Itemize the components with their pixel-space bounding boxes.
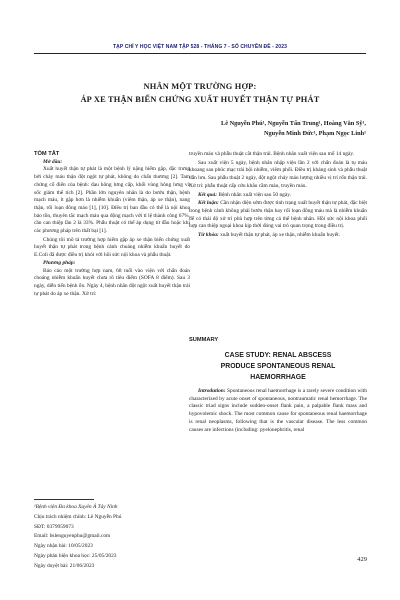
english-abstract [189, 388, 367, 434]
conclusion-text: Cần nhận diện sớm được tình trạng xuất huyết thận tự phát, đặc biệt trong bệnh cảnh không phải bướu thận hay rối loạn đông máu mà là nhiễm khuẩn để có thái độ xử trí phù hợp trên từng cá thể bệnh nhân. Hồi sức nội khoa phối hợp can thiệp ngoại khoa kịp thời đóng vai trò quan trọng trong điều trị. [189, 200, 367, 230]
result-paragraph [189, 192, 367, 200]
result-text: Bệnh nhân xuất viện sau 50 ngày. [218, 191, 291, 198]
english-title-line-2: PRODUCE SPONTANEOUS RENAL [220, 363, 336, 370]
article-title-line-1: NHÂN MỘT TRƯỜNG HỢP: [143, 82, 257, 91]
left-column [34, 151, 190, 298]
conclusion-paragraph [189, 200, 367, 231]
article-title-line-2: ÁP XE THẬN BIẾN CHỨNG XUẤT HUYẾT THẬN TỰ PHÁT [80, 95, 320, 104]
summary-heading: SUMMARY [189, 337, 219, 343]
authors-line-2: Nguyễn Minh Đức¹, Phạm Ngọc Linh¹ [263, 130, 366, 137]
purpose-label: Mở đầu: [43, 158, 63, 165]
authors-line-1: Lê Nguyễn Phú¹, Nguyễn Tấn Trung¹, Hoàng Văn Sỹ¹, [221, 120, 366, 127]
english-title-line-3: HAEMORRHAGE [250, 374, 306, 381]
right-column [189, 151, 367, 240]
footnote-reviewed: Ngày phản biện khoa học: 25/05/2023 [34, 552, 117, 559]
result-label: Kết quả: [198, 191, 218, 198]
footnote-received: Ngày nhận bài: 10/05/2023 [34, 543, 93, 550]
footnote-phone: SĐT: 0379959073 [34, 523, 74, 530]
intro-paragraph [189, 388, 367, 434]
footnote-rule [34, 499, 94, 500]
keywords-label: Từ khóa: [198, 232, 219, 239]
conclusion-label: Kết luận: [198, 200, 219, 207]
keywords-paragraph [189, 232, 367, 240]
footnote-accepted: Ngày duyệt bài: 21/06/2023 [34, 562, 95, 569]
running-head: TẠP CHÍ Y HỌC VIỆT NAM TẬP 528 - THÁNG 7 - SỐ CHUYÊN ĐỀ - 2023 [113, 44, 287, 50]
footnote-affiliation: ¹Bệnh viện Đa khoa Xuyên Á Tây Ninh [34, 504, 118, 510]
method-continuation: truyền máu và phẫu thuật cắt thận trái. Bệnh nhân xuất viện sau mổ 14 ngày. [189, 151, 355, 157]
english-title-line-1: CASE STUDY: RENAL ABSCESS [224, 352, 332, 359]
purpose-paragraph: Xuất huyết thận tự phát là một bệnh lý nặng hiếm gặp, đặc trưng bởi chảy máu thận đột ngột tự phát, không do chấn thương [2]. Tam chứng cổ điển của bệnh: đau hông lưng cấp, khối vùng hông lưng và sốc giảm thể tích [2]. Phần lớn nguyên nhân là do bướu thận, bệnh mạch máu, ít gặp hơn là nhiễm khuẩn (viêm thận, áp xe thận), nang thận, rối loạn đông máu [1], [10]. Điều trị ban đầu có thể là nội khoa bảo tồn, thuyên tắc mạch máu qua động mạch với tỉ lệ thành công 67%, cần can thiệp lần 2 là 33%. Phẫu thuật có thể áp dụng từ đầu hoặc khi các phương pháp trên thất bại [1]. [34, 166, 190, 235]
method-paragraph-2: Sau xuất viện 5 ngày, bệnh nhân nhập viện lần 2 với chẩn đoán là tụ máu khoang sau phúc mạc trái bội nhiễm, viêm phổi. Điều trị kháng sinh và phẫu thuật dẫn lưu. Sau phẫu thuật 2 ngày, đột ngột chảy máu lượng nhiều vị trí rốn thận trái. Xử trí: phẫu thuật cấp cứu khâu cầm máu, truyền máu. [189, 159, 367, 189]
purpose-paragraph-2: Chúng tôi mô tả trường hợp hiếm gặp áp xe thận biến chứng xuất huyết thận tự phát trong bệnh cảnh choáng nhiễm khuẩn huyết do E.Coli đã được điều trị khỏi với hồi sức nội khoa và phẫu thuật. [34, 236, 190, 259]
header-rule [34, 53, 366, 54]
intro-text: Spontaneous renal haemorrhage is a rarely severe condition with characterized by acute onset of spontaneous, nontraumatic renal hemorrhage. The classic triad signs include sudden-onset flank pain, a palpable flank mass and hypovolemic shock. The most common cause for spontaneous renal haemorrhage is renal neoplasms, following that is the vascular disease. The less common causes are infections (including: pyelonephritis, renal [189, 388, 367, 433]
footnotes [34, 503, 190, 572]
intro-label: Introdution: [198, 388, 226, 394]
method-paragraph: Báo cáo một trường hợp nam, 68 tuổi vào viện với chẩn đoán choáng nhiễm khuẩn huyết chưa rõ tiêu điểm (SOFA 8 điểm). Sau 3 ngày, diễn tiến bệnh ổn. Ngày 4, bệnh nhân đột ngột xuất huyết thận trái tự phát do áp xe thận. Xử trí: [34, 267, 190, 297]
footnote-corresponding: Chịu trách nhiệm chính: Lê Nguyễn Phú [34, 513, 122, 520]
keywords-text: xuất huyết thận tự phát, áp xe thận, nhiễm khuẩn huyết. [220, 232, 340, 239]
abstract-heading: TÓM TẮT [34, 151, 60, 157]
footnote-email: Email: bslenguyenphu@gmail.com [34, 533, 111, 540]
method-label: Phương pháp: [43, 259, 76, 266]
page-number: 429 [357, 556, 367, 563]
